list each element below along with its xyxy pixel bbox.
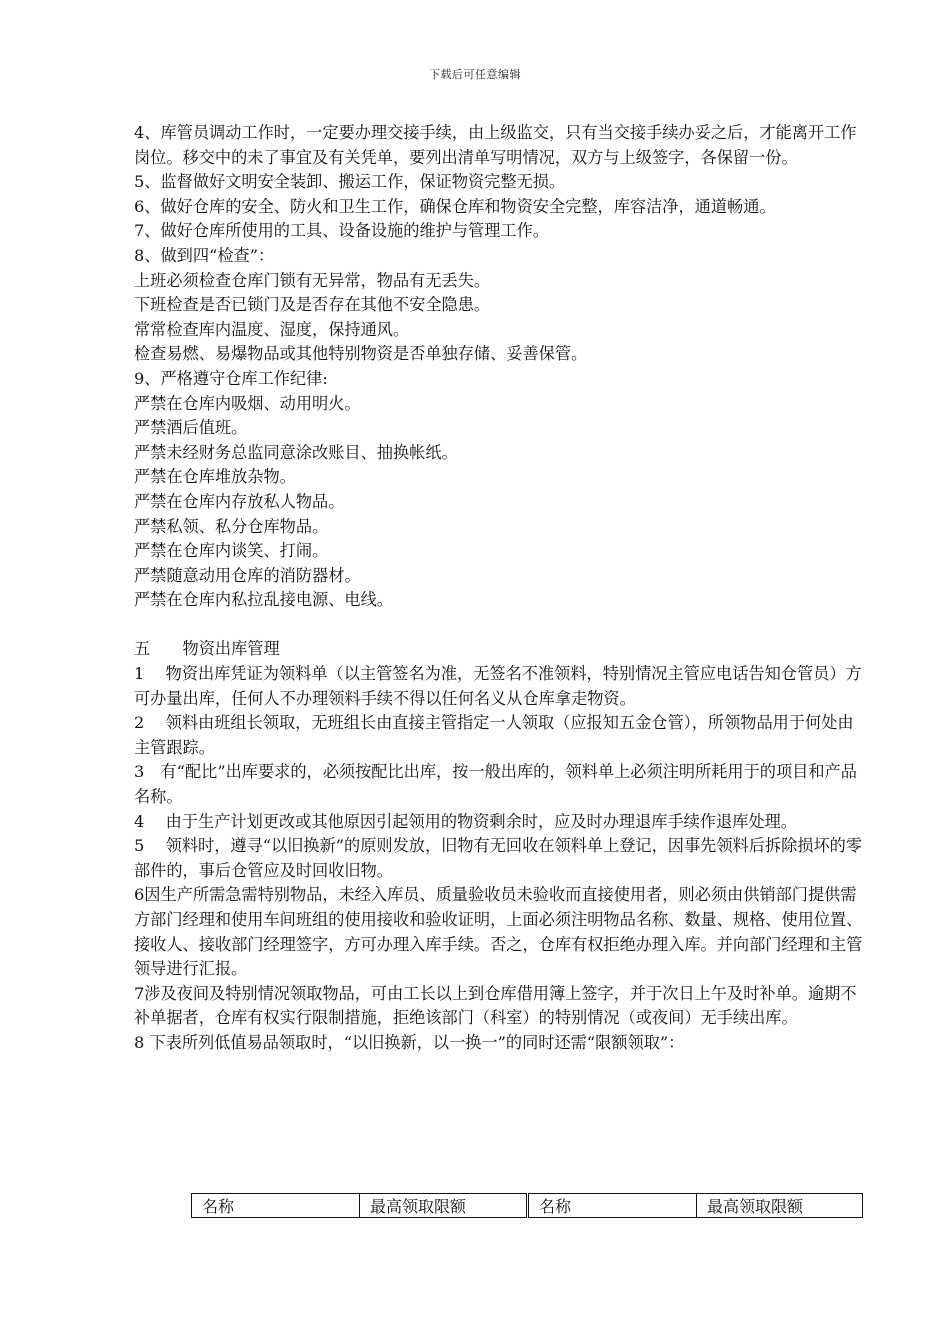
table-header-cell: 最高领取限额: [697, 1194, 863, 1218]
table-header-row: [192, 1194, 863, 1218]
paragraph: 严禁私领、私分仓库物品。: [134, 516, 329, 536]
paragraph: 2 领料由班组长领取，无班组长由直接主管指定一人领取（应报知五金仓管），所领物品用于何处由主管跟踪。: [134, 713, 854, 757]
paragraph: 8、做到四“检查”：: [134, 245, 275, 265]
paragraph: 上班必须检查仓库门锁有无异常，物品有无丢失。: [134, 270, 491, 290]
table-header-cell: 名称: [528, 1194, 697, 1218]
paragraph: 9、严格遵守仓库工作纪律:: [134, 368, 328, 388]
document-body: [134, 121, 864, 1056]
quota-table: [191, 1193, 863, 1218]
paragraph: 8 下表所列低值易品领取时，“以旧换新，以一换一”的同时还需“限额领取”：: [134, 1032, 685, 1052]
blank-line: [134, 613, 864, 638]
paragraph: 严禁酒后值班。: [134, 418, 248, 438]
paragraph: 严禁随意动用仓库的消防器材。: [134, 565, 361, 585]
paragraph: 6、做好仓库的安全、防火和卫生工作，确保仓库和物资安全完整，库容洁净，通道畅通。: [134, 196, 776, 216]
paragraph: 严禁在仓库内吸烟、动用明火。: [134, 393, 361, 413]
paragraph: 严禁在仓库堆放杂物。: [134, 467, 296, 487]
paragraph: 6因生产所需急需特别物品，未经入库员、质量验收员未验收而直接使用者，则必须由供销部门提供需方部门经理和使用车间班组的使用接收和验收证明，上面必须注明物品名称、数量、规格、使用位置、接收人、接收部门经理签字，方可办理入库手续。否之，仓库有权拒绝办理入库。并向部门经理和主管领导进行汇报。: [134, 885, 863, 979]
paragraph: 检查易燃、易爆物品或其他特别物资是否单独存储、妥善保管。: [134, 344, 588, 364]
section-heading: 五 物资出库管理: [134, 639, 280, 659]
paragraph: 5、监督做好文明安全装卸、搬运工作，保证物资完整无损。: [134, 172, 566, 192]
paragraph: 严禁未经财务总监同意涂改账目、抽换帐纸。: [134, 442, 458, 462]
paragraph: 7、做好仓库所使用的工具、设备设施的维护与管理工作。: [134, 221, 549, 241]
paragraph: 5 领料时，遵寻“以旧换新”的原则发放，旧物有无回收在领料单上登记，因事先领料后拆除损坏的零部件的，事后仓管应及时回收旧物。: [134, 836, 863, 880]
table-header-cell: 最高领取限额: [360, 1194, 528, 1218]
paragraph: 下班检查是否已锁门及是否存在其他不安全隐患。: [134, 295, 491, 315]
paragraph: 常常检查库内温度、湿度，保持通风。: [134, 319, 410, 339]
paragraph: 3 有“配比”出库要求的，必须按配比出库，按一般出库的，领料单上必须注明所耗用于的项目和产品名称。: [134, 762, 857, 807]
paragraph: 严禁在仓库内谈笑、打闹。: [134, 541, 329, 561]
table-header-cell: 名称: [192, 1194, 360, 1218]
paragraph: 7涉及夜间及特别情况领取物品，可由工长以上到仓库借用簿上签字，并于次日上午及时补单。逾期不补单据者，仓库有权实行限制措施，拒绝该部门（科室）的特别情况（或夜间）无手续出库。: [134, 983, 857, 1028]
paragraph: 4 由于生产计划更改或其他原因引起领用的物资剩余时，应及时办理退库手续作退库处理。: [134, 811, 797, 831]
paragraph: 严禁在仓库内私拉乱接电源、电线。: [134, 590, 393, 610]
paragraph: 4、库管员调动工作时，一定要办理交接手续，由上级监交，只有当交接手续办妥之后，才能离开工作岗位。移交中的未了事宜及有关凭单，要列出清单写明情况，双方与上级签字，各保留一份。: [134, 123, 857, 167]
paragraph: 严禁在仓库内存放私人物品。: [134, 491, 345, 511]
paragraph: 1 物资出库凭证为领料单（以主管签名为准，无签名不准领料，特别情况主管应电话告知仓管员）方可办量出库，任何人不办理领料手续不得以任何名义从仓库拿走物资。: [134, 664, 862, 708]
page-header: 下载后可任意编辑: [429, 68, 521, 81]
